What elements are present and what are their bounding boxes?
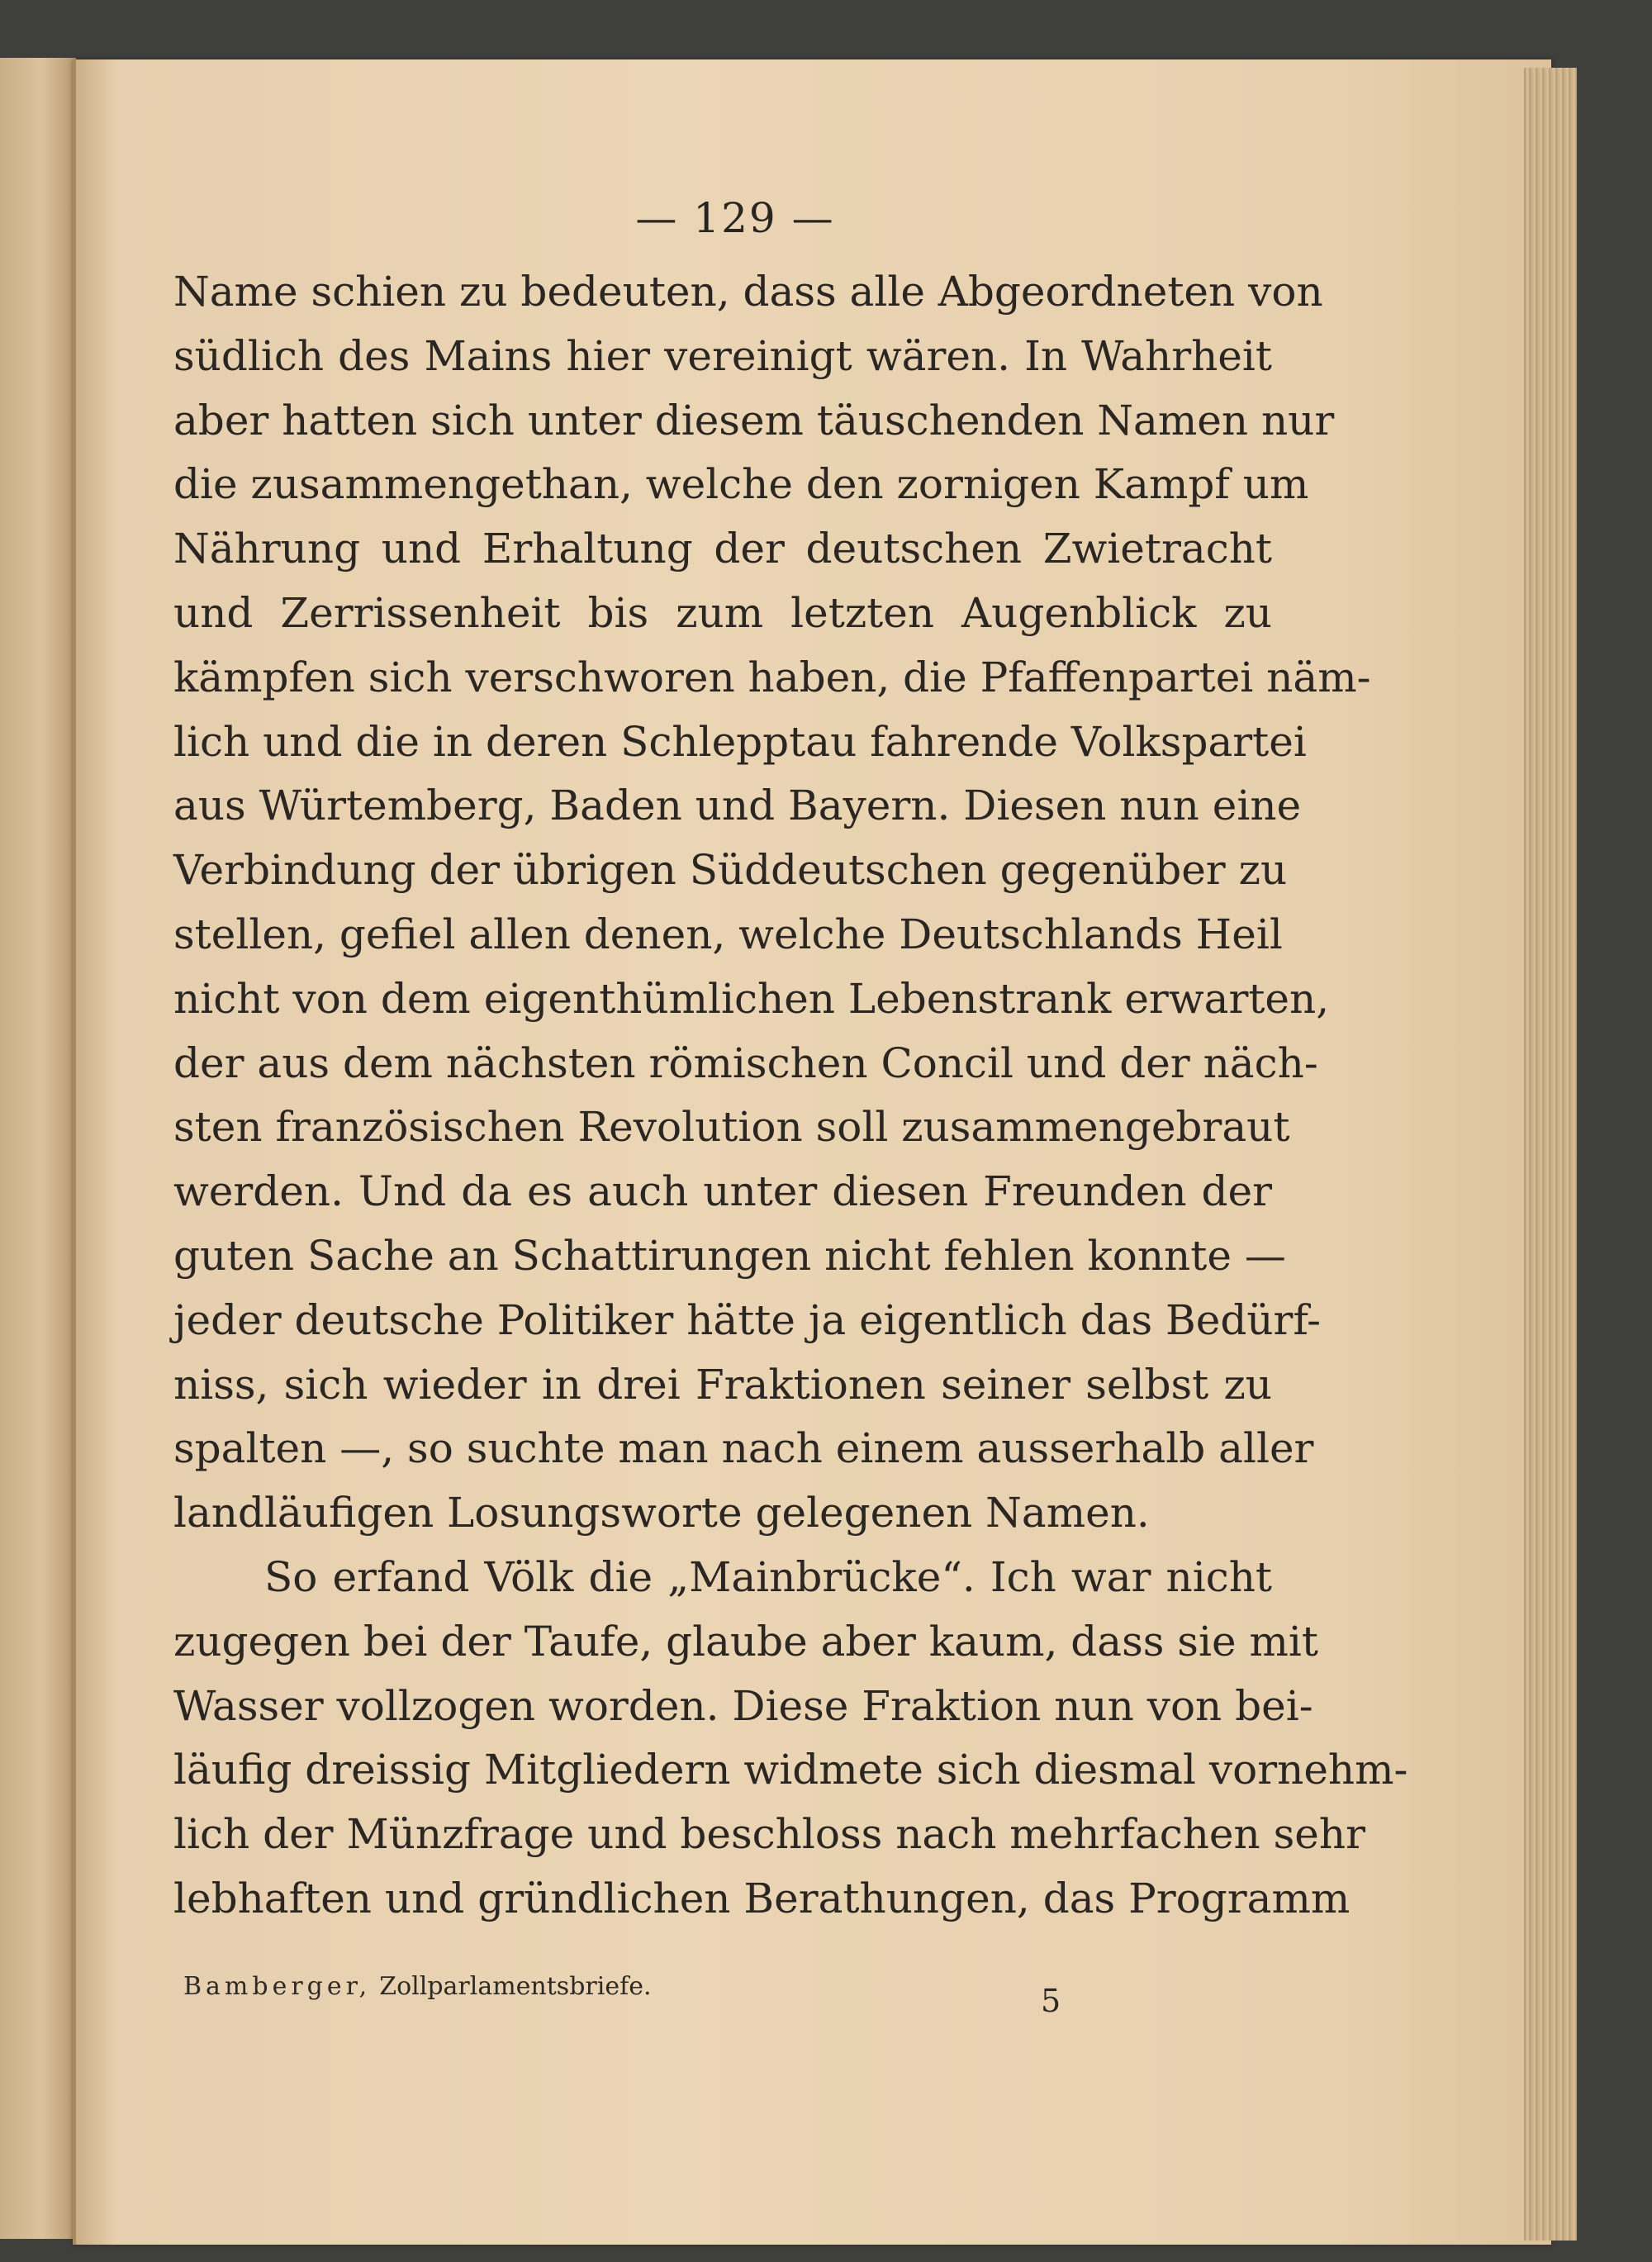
text-line: zugegen bei der Taufe, glaube aber kaum, dass sie mit [173, 1617, 1318, 1666]
text-line: sten französischen Revolution soll zusammengebraut [173, 1103, 1290, 1152]
footer-title: Zollparlamentsbriefe. [379, 1972, 652, 2001]
text-line: aus Würtemberg, Baden und Bayern. Diesen nun eine [173, 782, 1302, 830]
page-gutter [73, 59, 76, 2245]
text-line: spalten —, so suchte man nach einem ausserhalb aller [173, 1424, 1314, 1473]
signature-mark: 5 [1041, 1983, 1061, 2019]
text-line: Nährung und Erhaltung der deutschen Zwietracht [173, 525, 1272, 573]
text-line: der aus dem nächsten römischen Concil und der näch- [173, 1038, 1318, 1087]
text-line: Verbindung der übrigen Süddeutschen gegenüber zu [173, 846, 1288, 895]
text-line: die zusammengethan, welche den zornigen Kampf um [173, 460, 1309, 509]
text-line: nicht von dem eigenthümlichen Lebenstrank erwarten, [173, 974, 1330, 1023]
text-line: lich der Münzfrage und beschloss nach mehrfachen sehr [173, 1810, 1365, 1859]
body-text [173, 260, 1408, 1932]
text-line: lich und die in deren Schlepptau fahrende Volkspartei [173, 717, 1307, 766]
text-line: lebhaften und gründlichen Berathungen, das Programm [173, 1874, 1351, 1922]
paragraph-first-line: So erfand Völk die „Mainbrücke“. Ich war nicht [264, 1552, 1272, 1601]
text-line: und Zerrissenheit bis zum letzten Augenblick zu [173, 588, 1272, 637]
text-line: guten Sache an Schattirungen nicht fehlen konnte — [173, 1231, 1286, 1280]
page-number-header: — 129 — [635, 194, 835, 242]
page-footer [183, 1972, 1092, 2013]
text-line: werden. Und da es auch unter diesen Freunden der [173, 1167, 1272, 1216]
footer-author: Bamberger, [183, 1972, 372, 2001]
previous-page-edge [0, 58, 76, 2239]
text-line: jeder deutsche Politiker hätte ja eigentlich das Bedürf- [173, 1295, 1322, 1344]
text-line: Name schien zu bedeuten, dass alle Abgeordneten von [173, 268, 1323, 316]
text-line: aber hatten sich unter diesem täuschenden Namen nur [173, 396, 1335, 444]
page-stack-edge [1524, 68, 1577, 2241]
text-line: Wasser vollzogen worden. Diese Fraktion nun von bei- [173, 1681, 1313, 1730]
text-line: südlich des Mains hier vereinigt wären. In Wahrheit [173, 331, 1272, 380]
text-line: kämpfen sich verschworen haben, die Pfaffenpartei näm- [173, 653, 1371, 701]
text-line: läufig dreissig Mitgliedern widmete sich diesmal vornehm- [173, 1746, 1408, 1794]
paragraph-last-line: landläufigen Losungsworte gelegenen Namen. [173, 1489, 1150, 1537]
text-line: niss, sich wieder in drei Fraktionen seiner selbst zu [173, 1360, 1272, 1409]
text-line: stellen, gefiel allen denen, welche Deutschlands Heil [173, 910, 1283, 958]
